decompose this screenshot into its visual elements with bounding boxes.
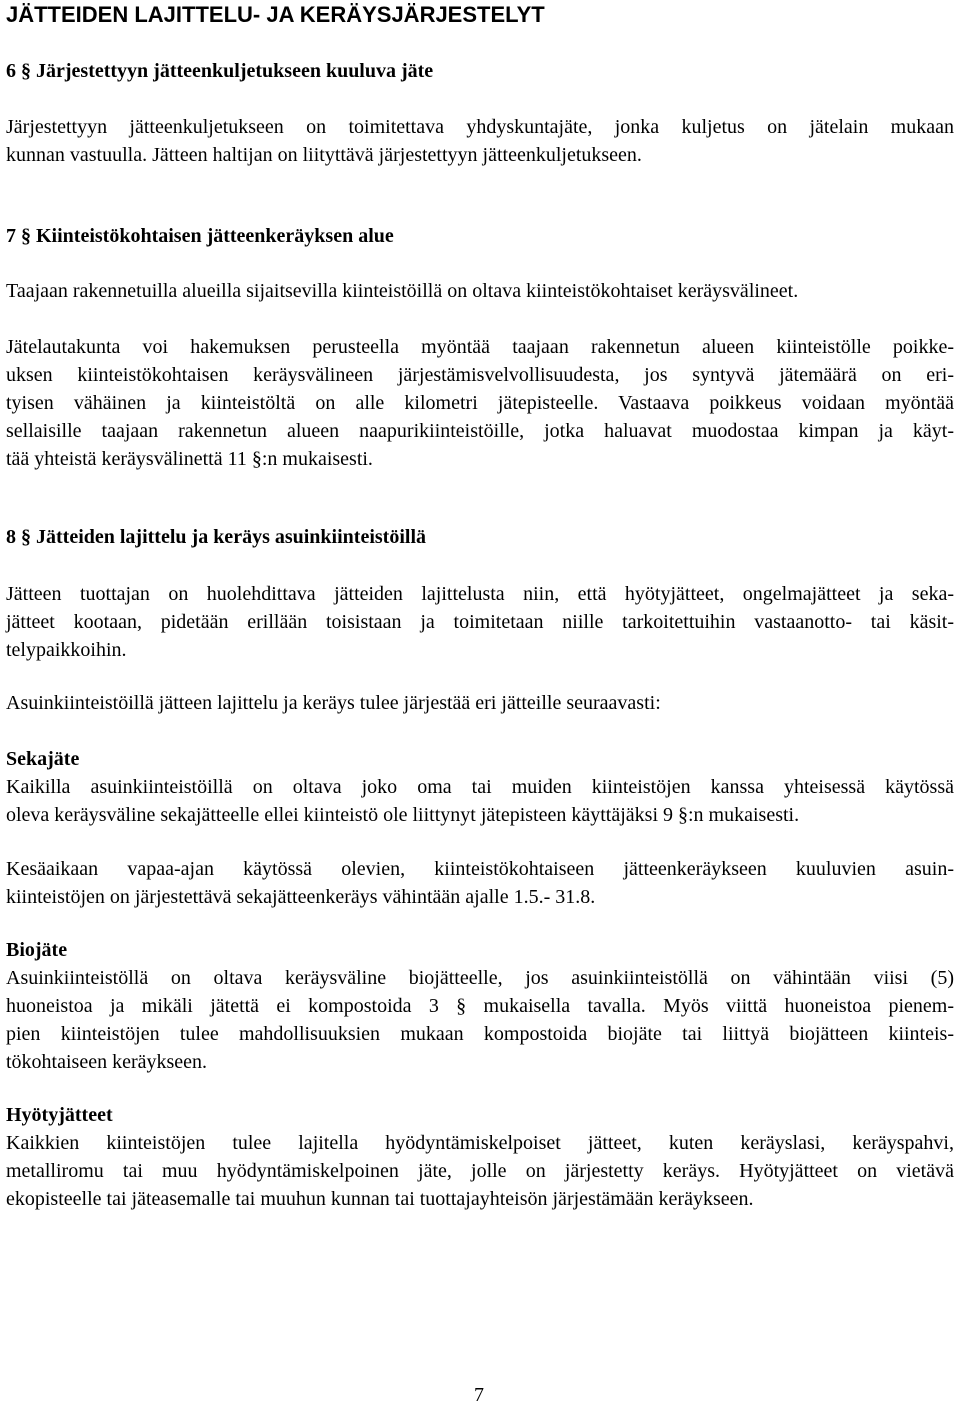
text-line: telypaikkoihin. (6, 639, 127, 661)
text-line: metalliromu tai muu hyödyntämiskelpoinen jäte, jolle on järjestetty keräys. Hyötyjätteet on vietävä (6, 1160, 954, 1182)
section-8-paragraph-1 (6, 580, 954, 664)
chapter-title: JÄTTEIDEN LAJITTELU- JA KERÄYSJÄRJESTELYT (6, 2, 545, 27)
section-8-paragraph-2 (6, 689, 954, 717)
text-line: Kesäaikaan vapaa-ajan käytössä olevien, kiinteistökohtaiseen jätteenkeräykseen kuuluvien asuin- (6, 858, 954, 880)
text-line: Järjestettyyn jätteenkuljetukseen on toimitettava yhdyskuntajäte, jonka kuljetus on jätelain mukaan (6, 116, 954, 138)
text-line: Asuinkiinteistöllä on oltava keräysväline biojätteelle, jos asuinkiinteistöllä on vähintään viisi (5) (6, 967, 954, 989)
section-7-paragraph-2 (6, 333, 954, 473)
hyotyjatteet-subheading: Hyötyjätteet (6, 1104, 113, 1126)
text-line: huoneistoa ja mikäli jätettä ei kompostoida 3 § mukaisella tavalla. Myös viittä huoneistoa pienem- (6, 995, 954, 1017)
biojate-block (6, 936, 954, 1076)
hyotyjatteet-block (6, 1101, 954, 1213)
section-7-paragraph-1 (6, 277, 954, 305)
text-line: kunnan vastuulla. Jätteen haltijan on liityttävä järjestettyyn jätteenkuljetukseen. (6, 144, 642, 166)
text-line: uksen kiinteistökohtaisen keräysvälineen järjestämisvelvollisuudesta, jos syntyvä jätemäärä on eri- (6, 364, 954, 386)
text-line: pien kiinteistöjen tulee mahdollisuuksien mukaan kompostoida biojäte tai liittyä biojätteen kiinteis- (6, 1023, 954, 1045)
text-line: tää yhteistä keräysvälinettä 11 §:n mukaisesti. (6, 448, 373, 470)
text-line: tökohtaiseen keräykseen. (6, 1051, 208, 1073)
text-line: kiinteistöjen on järjestettävä sekajätteenkeräys vähintään ajalle 1.5.- 31.8. (6, 886, 596, 908)
text-line: Jätteen tuottajan on huolehdittava jätteiden lajittelusta niin, että hyötyjätteet, ongelmajätteet ja seka- (6, 583, 954, 605)
text-line: Kaikkien kiinteistöjen tulee lajitella hyödyntämiskelpoiset jätteet, kuten keräyslasi, keräyspahvi, (6, 1132, 954, 1154)
text-line: Kaikilla asuinkiinteistöillä on oltava joko oma tai muiden kiinteistöjen kanssa yhteisessä käytössä (6, 776, 954, 798)
text-line: oleva keräysväline sekajätteelle ellei kiinteistö ole liittynyt jätepisteen käyttäjäksi 9 §:n mukaisesti. (6, 804, 800, 826)
sekajate-block (6, 745, 954, 829)
section-6-paragraph-1 (6, 113, 954, 169)
biojate-subheading: Biojäte (6, 939, 68, 961)
section-8-paragraph-summer (6, 855, 954, 911)
section-7-heading: 7 § Kiinteistökohtaisen jätteenkeräyksen alue (6, 225, 394, 247)
text-line: Taajaan rakennetuilla alueilla sijaitsevilla kiinteistöillä on oltava kiinteistökohtaiset keräysvälineet. (6, 280, 799, 302)
text-line: sellaisille taajaan rakennetun alueen naapurikiinteistöille, jotka haluavat muodostaa kimpan ja käyt- (6, 420, 954, 442)
text-line: tyisen vähäinen ja kiinteistöltä on alle kilometri jätepisteelle. Vastaava poikkeus voidaan myöntää (6, 392, 954, 414)
text-line: Asuinkiinteistöillä jätteen lajittelu ja keräys tulee järjestää eri jätteille seuraavasti: (6, 692, 661, 714)
text-line: ekopisteelle tai jäteasemalle tai muuhun kunnan tai tuottajayhteisön järjestämään keräykseen. (6, 1188, 754, 1210)
section-6-heading: 6 § Järjestettyyn jätteenkuljetukseen kuuluva jäte (6, 60, 434, 82)
text-line: Jätelautakunta voi hakemuksen perusteella myöntää taajaan rakennetun alueen kiinteistölle poikke- (6, 336, 954, 358)
page-number: 7 (474, 1384, 484, 1406)
text-line: jätteet kootaan, pidetään erillään toisistaan ja toimitetaan niille tarkoitettuihin vastaanotto- tai käsit- (6, 611, 954, 633)
sekajate-subheading: Sekajäte (6, 748, 80, 770)
section-8-heading: 8 § Jätteiden lajittelu ja keräys asuinkiinteistöillä (6, 526, 426, 548)
